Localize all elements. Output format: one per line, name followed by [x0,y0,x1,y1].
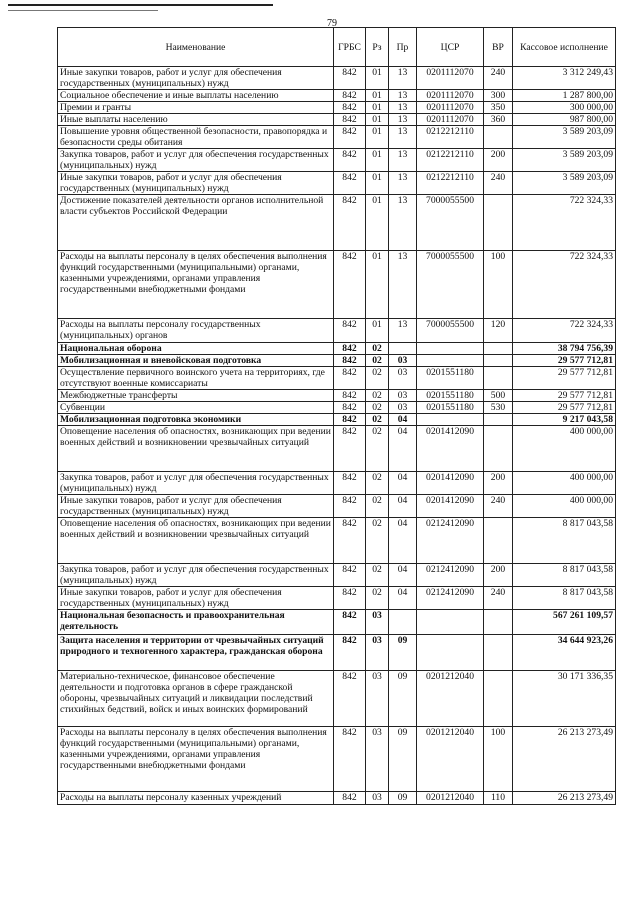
cell-rz: 01 [366,149,389,172]
cell-csr: 0201212040 [417,671,484,727]
cell-rz: 01 [366,172,389,195]
table-row [58,518,616,564]
cell-vr: 240 [484,67,513,90]
cell-name: Расходы на выплаты персоналу в целях обеспечения выполнения функций государственными (муниципальными) органами, казенными учреждениями, органами управления государственными внебюджетными фондами [58,727,334,792]
cell-name: Материально-техническое, финансовое обеспечение деятельности и подготовка органов в сфере гражданской обороны, чрезвычайных ситуаций и ликвидации последствий стихийных бедствий, войск и иных воинских формирований [58,671,334,727]
header-name: Наименование [58,28,334,67]
cell-grbs: 842 [334,610,366,635]
table-row [58,319,616,343]
cell-csr [417,343,484,355]
table-row [58,792,616,805]
cell-pr: 13 [389,114,417,126]
cell-amount: 38 794 756,39 [513,343,616,355]
cell-vr: 200 [484,564,513,587]
cell-csr: 7000055500 [417,195,484,251]
cell-vr [484,426,513,472]
cell-vr: 530 [484,402,513,414]
table-row [58,610,616,635]
cell-amount: 29 577 712,81 [513,390,616,402]
cell-vr [484,414,513,426]
cell-pr: 09 [389,635,417,671]
cell-pr: 13 [389,102,417,114]
cell-csr: 0201112070 [417,102,484,114]
cell-grbs: 842 [334,195,366,251]
table-row [58,390,616,402]
table-row [58,67,616,90]
cell-rz: 02 [366,414,389,426]
cell-pr: 13 [389,251,417,319]
cell-name: Иные закупки товаров, работ и услуг для обеспечения государственных (муниципальных) нужд [58,587,334,610]
cell-grbs: 842 [334,390,366,402]
cell-csr: 0201112070 [417,90,484,102]
table-row [58,564,616,587]
cell-pr: 03 [389,355,417,367]
cell-grbs: 842 [334,67,366,90]
cell-pr: 09 [389,792,417,805]
cell-rz: 02 [366,402,389,414]
cell-name: Расходы на выплаты персоналу казенных учреждений [58,792,334,805]
cell-vr [484,367,513,390]
cell-vr: 200 [484,149,513,172]
scan-top-line-thin [8,10,158,11]
cell-rz: 02 [366,472,389,495]
cell-name: Иные выплаты населению [58,114,334,126]
cell-name: Достижение показателей деятельности органов исполнительной власти субъектов Российской Федерации [58,195,334,251]
cell-rz: 01 [366,114,389,126]
cell-csr [417,355,484,367]
cell-pr: 03 [389,390,417,402]
table-row [58,727,616,792]
cell-pr: 13 [389,172,417,195]
cell-vr [484,355,513,367]
cell-pr: 13 [389,149,417,172]
cell-amount: 722 324,33 [513,195,616,251]
cell-amount: 8 817 043,58 [513,564,616,587]
cell-name: Расходы на выплаты персоналу в целях обеспечения выполнения функций государственными (муниципальными) органами, казенными учреждениями, органами управления государственными внебюджетными фондами [58,251,334,319]
cell-csr: 0201412090 [417,495,484,518]
page-number: 79 [327,18,337,29]
cell-rz: 03 [366,792,389,805]
cell-name: Национальная безопасность и правоохранительная деятельность [58,610,334,635]
table-row [58,414,616,426]
cell-name: Национальная оборона [58,343,334,355]
header-csr: ЦСР [417,28,484,67]
budget-execution-table [57,27,616,805]
cell-rz: 02 [366,564,389,587]
cell-amount: 3 589 203,09 [513,172,616,195]
cell-name: Осуществление первичного воинского учета на территориях, где отсутствуют военные комиссариаты [58,367,334,390]
cell-grbs: 842 [334,367,366,390]
cell-name: Защита населения и территории от чрезвычайных ситуаций природного и техногенного характера, гражданская оборона [58,635,334,671]
cell-amount: 400 000,00 [513,495,616,518]
cell-vr [484,195,513,251]
header-amount: Кассовое исполнение [513,28,616,67]
cell-grbs: 842 [334,90,366,102]
cell-csr: 0201412090 [417,472,484,495]
cell-amount: 26 213 273,49 [513,727,616,792]
table-row [58,472,616,495]
cell-csr [417,635,484,671]
cell-amount: 30 171 336,35 [513,671,616,727]
cell-grbs: 842 [334,414,366,426]
cell-pr: 13 [389,319,417,343]
header-pr: Пр [389,28,417,67]
cell-vr [484,343,513,355]
cell-grbs: 842 [334,102,366,114]
cell-name: Закупка товаров, работ и услуг для обеспечения государственных (муниципальных) нужд [58,149,334,172]
table-row [58,355,616,367]
cell-csr: 0212412090 [417,518,484,564]
cell-rz: 03 [366,671,389,727]
table-row [58,126,616,149]
cell-amount: 9 217 043,58 [513,414,616,426]
cell-csr [417,414,484,426]
cell-grbs: 842 [334,472,366,495]
table-row [58,90,616,102]
cell-grbs: 842 [334,495,366,518]
cell-grbs: 842 [334,251,366,319]
cell-amount: 3 589 203,09 [513,126,616,149]
cell-pr: 03 [389,367,417,390]
cell-csr: 7000055500 [417,319,484,343]
cell-name: Повышение уровня общественной безопасности, правопорядка и безопасности среды обитания [58,126,334,149]
cell-grbs: 842 [334,343,366,355]
table-row [58,172,616,195]
cell-csr: 0201112070 [417,67,484,90]
cell-vr: 100 [484,251,513,319]
scan-top-line [8,4,273,6]
cell-grbs: 842 [334,319,366,343]
table-row [58,402,616,414]
cell-csr: 7000055500 [417,251,484,319]
cell-vr [484,518,513,564]
cell-name: Мобилизационная подготовка экономики [58,414,334,426]
cell-rz: 03 [366,727,389,792]
cell-amount: 722 324,33 [513,319,616,343]
cell-pr: 04 [389,426,417,472]
cell-rz: 01 [366,90,389,102]
cell-amount: 400 000,00 [513,472,616,495]
cell-rz: 01 [366,67,389,90]
cell-amount: 400 000,00 [513,426,616,472]
cell-grbs: 842 [334,518,366,564]
cell-pr: 04 [389,587,417,610]
cell-pr: 04 [389,472,417,495]
cell-csr: 0212412090 [417,587,484,610]
cell-rz: 03 [366,610,389,635]
cell-rz: 02 [366,587,389,610]
cell-pr: 04 [389,495,417,518]
cell-pr: 09 [389,671,417,727]
cell-pr [389,610,417,635]
cell-vr: 300 [484,90,513,102]
cell-csr: 0212412090 [417,564,484,587]
cell-grbs: 842 [334,587,366,610]
cell-grbs: 842 [334,564,366,587]
cell-name: Расходы на выплаты персоналу государственных (муниципальных) органов [58,319,334,343]
cell-csr [417,610,484,635]
cell-pr: 13 [389,67,417,90]
cell-amount: 722 324,33 [513,251,616,319]
table-row [58,251,616,319]
cell-amount: 26 213 273,49 [513,792,616,805]
cell-name: Оповещение населения об опасностях, возникающих при ведении военных действий и возникновении чрезвычайных ситуаций [58,426,334,472]
cell-grbs: 842 [334,671,366,727]
cell-name: Оповещение населения об опасностях, возникающих при ведении военных действий и возникновении чрезвычайных ситуаций [58,518,334,564]
cell-csr: 0201212040 [417,792,484,805]
cell-rz: 02 [366,355,389,367]
cell-vr: 200 [484,472,513,495]
cell-grbs: 842 [334,172,366,195]
cell-amount: 8 817 043,58 [513,518,616,564]
cell-amount: 3 312 249,43 [513,67,616,90]
cell-grbs: 842 [334,792,366,805]
cell-rz: 02 [366,390,389,402]
cell-pr: 04 [389,564,417,587]
cell-rz: 02 [366,343,389,355]
table-row [58,587,616,610]
cell-name: Мобилизационная и вневойсковая подготовка [58,355,334,367]
cell-grbs: 842 [334,355,366,367]
cell-amount: 3 589 203,09 [513,149,616,172]
cell-pr: 13 [389,195,417,251]
header-grbs: ГРБС [334,28,366,67]
cell-amount: 300 000,00 [513,102,616,114]
cell-vr: 240 [484,172,513,195]
cell-vr: 120 [484,319,513,343]
table-row [58,102,616,114]
cell-grbs: 842 [334,426,366,472]
cell-grbs: 842 [334,402,366,414]
cell-vr [484,635,513,671]
cell-grbs: 842 [334,114,366,126]
header-vr: ВР [484,28,513,67]
header-rz: Рз [366,28,389,67]
cell-vr [484,126,513,149]
cell-rz: 02 [366,495,389,518]
cell-vr: 360 [484,114,513,126]
cell-pr [389,343,417,355]
cell-rz: 03 [366,635,389,671]
cell-csr: 0201112070 [417,114,484,126]
cell-pr: 13 [389,126,417,149]
cell-pr: 04 [389,518,417,564]
cell-name: Социальное обеспечение и иные выплаты населению [58,90,334,102]
cell-csr: 0201551180 [417,367,484,390]
cell-csr: 0201551180 [417,390,484,402]
cell-rz: 01 [366,195,389,251]
table-row [58,495,616,518]
cell-vr [484,671,513,727]
cell-csr: 0212212110 [417,126,484,149]
cell-name: Закупка товаров, работ и услуг для обеспечения государственных (муниципальных) нужд [58,564,334,587]
table-row [58,149,616,172]
cell-name: Субвенции [58,402,334,414]
cell-grbs: 842 [334,727,366,792]
cell-pr: 09 [389,727,417,792]
cell-csr: 0212212110 [417,149,484,172]
cell-pr: 13 [389,90,417,102]
cell-amount: 29 577 712,81 [513,367,616,390]
cell-rz: 01 [366,102,389,114]
cell-csr: 0201551180 [417,402,484,414]
cell-amount: 29 577 712,81 [513,402,616,414]
cell-vr: 240 [484,587,513,610]
cell-name: Межбюджетные трансферты [58,390,334,402]
cell-csr: 0212212110 [417,172,484,195]
cell-amount: 987 800,00 [513,114,616,126]
cell-vr: 100 [484,727,513,792]
cell-pr: 04 [389,414,417,426]
table-row [58,343,616,355]
cell-vr: 240 [484,495,513,518]
cell-rz: 02 [366,367,389,390]
table-row [58,114,616,126]
cell-vr: 350 [484,102,513,114]
cell-vr [484,610,513,635]
cell-csr: 0201212040 [417,727,484,792]
cell-vr: 110 [484,792,513,805]
cell-rz: 02 [366,426,389,472]
cell-rz: 01 [366,319,389,343]
cell-amount: 567 261 109,57 [513,610,616,635]
cell-rz: 02 [366,518,389,564]
cell-grbs: 842 [334,126,366,149]
cell-name: Иные закупки товаров, работ и услуг для обеспечения государственных (муниципальных) нужд [58,67,334,90]
table-row [58,671,616,727]
cell-amount: 29 577 712,81 [513,355,616,367]
cell-rz: 01 [366,251,389,319]
cell-amount: 34 644 923,26 [513,635,616,671]
table-row [58,635,616,671]
cell-name: Премии и гранты [58,102,334,114]
cell-grbs: 842 [334,635,366,671]
cell-name: Закупка товаров, работ и услуг для обеспечения государственных (муниципальных) нужд [58,472,334,495]
table-row [58,367,616,390]
cell-pr: 03 [389,402,417,414]
cell-name: Иные закупки товаров, работ и услуг для обеспечения государственных (муниципальных) нужд [58,495,334,518]
cell-amount: 1 287 800,00 [513,90,616,102]
cell-amount: 8 817 043,58 [513,587,616,610]
cell-grbs: 842 [334,149,366,172]
cell-rz: 01 [366,126,389,149]
cell-name: Иные закупки товаров, работ и услуг для обеспечения государственных (муниципальных) нужд [58,172,334,195]
table-row [58,195,616,251]
table-header-row [58,28,616,67]
cell-vr: 500 [484,390,513,402]
cell-csr: 0201412090 [417,426,484,472]
table-row [58,426,616,472]
